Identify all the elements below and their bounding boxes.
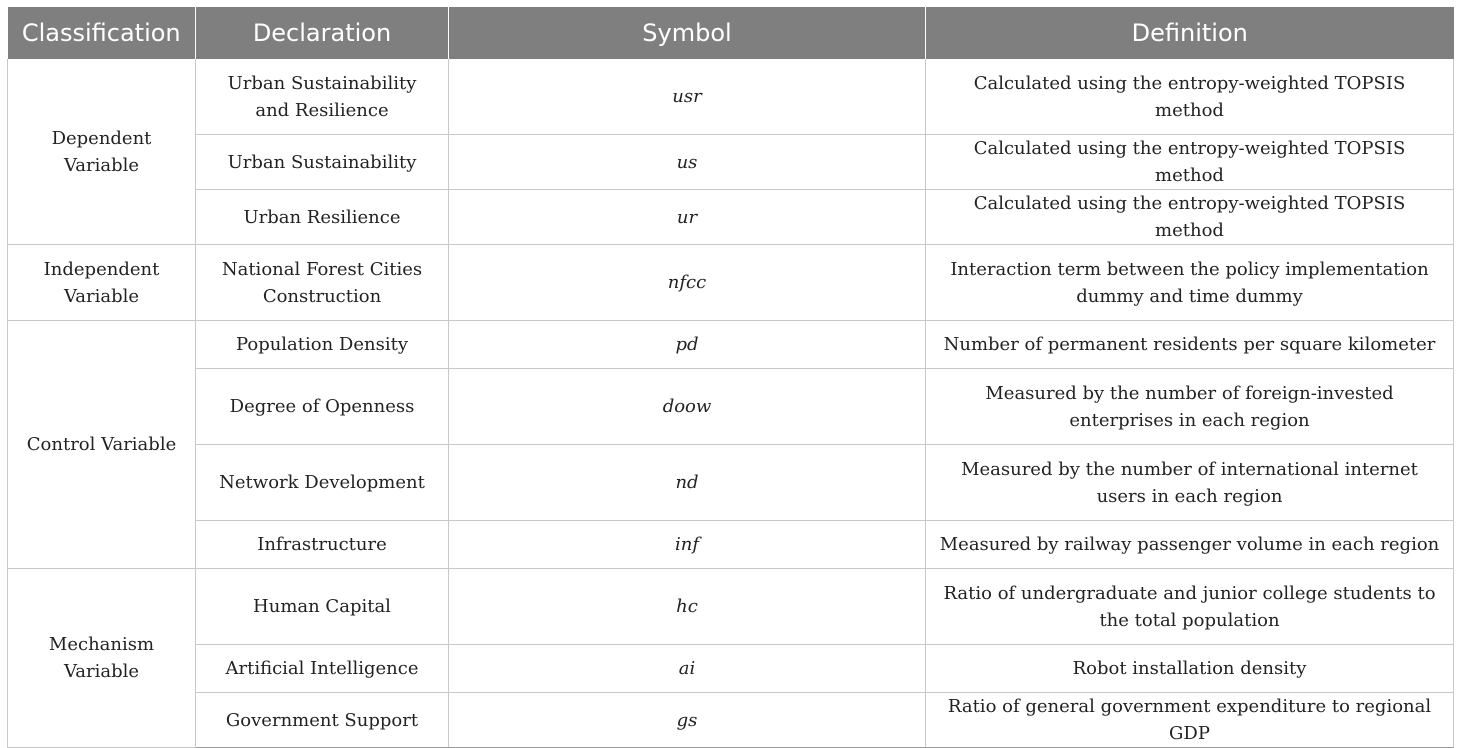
declaration-cell: Urban Sustainability [196, 135, 449, 190]
header-declaration: Declaration [196, 7, 449, 59]
definition-cell: Calculated using the entropy-weighted TOPSIS method [926, 190, 1454, 245]
symbol-cell: hc [449, 569, 926, 645]
table-row [8, 569, 1454, 645]
definition-cell: Calculated using the entropy-weighted TOPSIS method [926, 135, 1454, 190]
symbol-cell: gs [449, 693, 926, 748]
header-definition: Definition [926, 7, 1454, 59]
variables-table-container [7, 7, 1453, 748]
table-row [8, 369, 1454, 445]
classification-cell: Independent Variable [8, 245, 196, 321]
symbol-cell: us [449, 135, 926, 190]
symbol-cell: ai [449, 645, 926, 693]
definition-cell: Ratio of undergraduate and junior college students to the total population [926, 569, 1454, 645]
symbol-cell: usr [449, 59, 926, 135]
declaration-cell: National Forest Cities Construction [196, 245, 449, 321]
definition-cell: Robot installation density [926, 645, 1454, 693]
symbol-cell: ur [449, 190, 926, 245]
declaration-cell: Human Capital [196, 569, 449, 645]
declaration-cell: Urban Resilience [196, 190, 449, 245]
table-row [8, 245, 1454, 321]
table-row [8, 645, 1454, 693]
header-classification: Classification [8, 7, 196, 59]
symbol-cell: doow [449, 369, 926, 445]
header-symbol: Symbol [449, 7, 926, 59]
classification-cell: Control Variable [8, 321, 196, 569]
definition-cell: Measured by the number of foreign-invested enterprises in each region [926, 369, 1454, 445]
variables-table [7, 7, 1454, 748]
definition-cell: Calculated using the entropy-weighted TOPSIS method [926, 59, 1454, 135]
table-row [8, 693, 1454, 748]
definition-cell: Measured by the number of international internet users in each region [926, 445, 1454, 521]
table-row [8, 521, 1454, 569]
table-row [8, 190, 1454, 245]
table-row [8, 445, 1454, 521]
declaration-cell: Network Development [196, 445, 449, 521]
declaration-cell: Infrastructure [196, 521, 449, 569]
declaration-cell: Degree of Openness [196, 369, 449, 445]
definition-cell: Ratio of general government expenditure to regional GDP [926, 693, 1454, 748]
declaration-cell: Population Density [196, 321, 449, 369]
definition-cell: Number of permanent residents per square kilometer [926, 321, 1454, 369]
classification-cell: Dependent Variable [8, 59, 196, 245]
symbol-cell: nd [449, 445, 926, 521]
table-row [8, 59, 1454, 135]
symbol-cell: pd [449, 321, 926, 369]
table-row [8, 321, 1454, 369]
declaration-cell: Government Support [196, 693, 449, 748]
table-row [8, 135, 1454, 190]
symbol-cell: inf [449, 521, 926, 569]
classification-cell: Mechanism Variable [8, 569, 196, 748]
symbol-cell: nfcc [449, 245, 926, 321]
definition-cell: Measured by railway passenger volume in each region [926, 521, 1454, 569]
declaration-cell: Urban Sustainability and Resilience [196, 59, 449, 135]
header-row [8, 7, 1454, 59]
definition-cell: Interaction term between the policy implementation dummy and time dummy [926, 245, 1454, 321]
declaration-cell: Artificial Intelligence [196, 645, 449, 693]
